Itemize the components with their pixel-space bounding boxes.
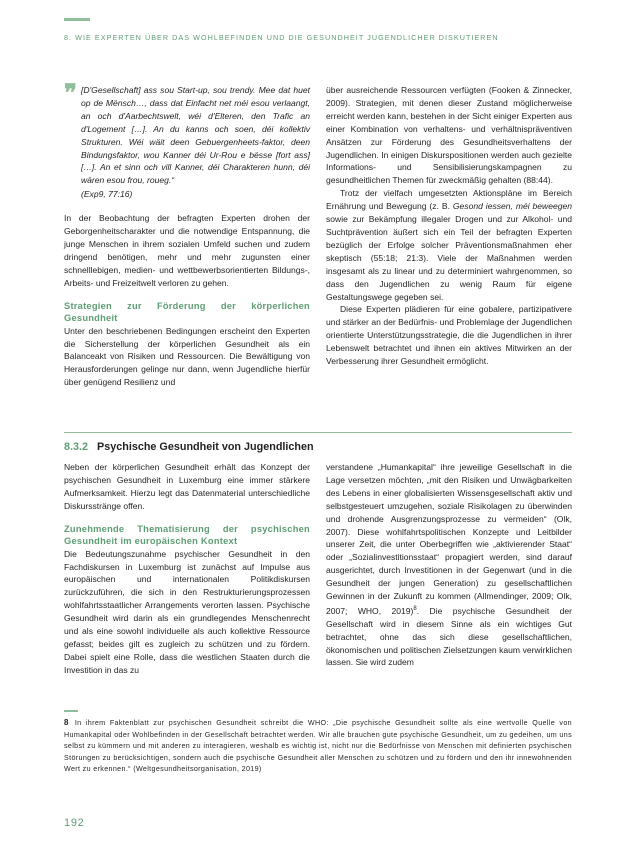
body-paragraph	[326, 461, 572, 669]
body-paragraph: Die Bedeutungszunahme psychischer Gesundheit in den Fachdiskursen in Luxemburg ist zunächst auf Impulse aus europäischen und internationalen Politikdiskursen zurückzuführen, die sich in den Restrukturierungsprozessen wohlfahrtsstaatlicher Arrangements verorten lassen. Psychische Gesundheit wird darin als ein grundlegendes Menschenrecht und als eine sowohl individuelle als auch kollektive Ressource gefasst; beides gilt es zugleich zu schützen und zu fördern. Dabei spielt eine Rolle, dass die westlichen Staaten durch die Investition in das zu	[64, 548, 310, 675]
paragraph-text: sowie zur Bekämpfung illegaler Drogen und zur Alkohol- und Suchtprävention äußert sich ein Teil der befragten Experten bezüglich der Erfolge solcher Präventionsmaßnahmen eher skeptisch (55:18; 21:3). Viele der Maßnahmen werden insgesamt als zu linear und zu determiniert wahrgenommen, so dass den Jugendlichen zu wenig Raum für eigene Gestaltungswege gegeben sei.	[326, 214, 572, 302]
right-column-bottom	[326, 461, 572, 669]
block-quote	[64, 81, 310, 201]
quote-text	[64, 81, 310, 187]
quote-reference: (Exp9, 77:16)	[81, 189, 133, 200]
right-column-top	[326, 84, 572, 368]
paragraph-text: Trotz der vielfach umgesetzten Aktionspläne im Bereich Ernährung und Bewegung (z. B.	[326, 188, 572, 212]
subheading-koerperliche-gesundheit: Strategien zur Förderung der körperlichen Gesundheit	[64, 300, 310, 324]
body-paragraph: Unter den beschriebenen Bedingungen erscheint den Experten die Sicherstellung der körperlichen Gesundheit als ein Balanceakt von Risiken und Ressourcen. Die Bewältigung von Herausforderungen gelinge nur dann, wenn Jugendliche hierfür über genügend Resilienz und	[64, 325, 310, 388]
subheading-psychische-gesundheit: Zunehmende Thematisierung der psychischen Gesundheit im europäischen Kontext	[64, 523, 310, 547]
section-heading	[64, 441, 572, 453]
section-divider	[64, 432, 572, 433]
footnote-number: 8	[64, 718, 69, 727]
quote-mark-icon: ❞	[64, 81, 77, 107]
paragraph-text: . Die psychische Gesundheit der Gesellschaft wird in diesem Sinne als ein wichtiges Gut betrachtet, ohne das sich diese gesellschaftlichen, ökonomischen und politischen Zielsetzungen kaum verwirklichen lassen. Sie wird zudem	[326, 605, 572, 668]
quote-body: [D'Gesellschaft] ass sou Start-up, sou trendy. Mee dat huet op de Mënsch…, dass dat Einfacht net méi esou verlaangt, an och d'Aarbechtswelt, wéi d'Elteren, den Trafic an d'Logement […]. An du kanns och soen, déi kollektiv Strukturen. Wéi wäit deen Gebuergenheets-faktor, deen Bindungsfaktor, wou Kanner déi Ur-Rou e bësse [fort ass] […]. An et sinn och vill Kanner, déi Charakteren hunn, déi wären esou frou, roueg.“	[81, 85, 310, 186]
header-accent-rule	[64, 18, 90, 21]
left-column-bottom	[64, 461, 310, 677]
left-column-top	[64, 81, 310, 389]
body-paragraph: über ausreichende Ressourcen verfügten (Fooken & Zinnecker, 2009). Strategien, mit denen dieser Zustand möglicherweise erreicht werden kann, bestehen in der Sicht einiger Experten aus einer Kombination von verhaltens- und verhältnispräventiven Ansätzen zur Förderung des Gesundheitsverhaltens der Jugendlichen. In einigen Diskurspositionen werden auch gezielte Informations- und Sensibilisierungskampagnen zu gesundheitlichen Themen für zweckmäßig gehalten (88:44).	[326, 85, 572, 186]
campaign-name: Gesond iessen, méi beweegen	[452, 201, 572, 212]
body-paragraph	[326, 187, 572, 303]
body-paragraph: In der Beobachtung der befragten Experten drohen der Geborgenheitscharakter und die notwendige Entspannung, die junge Menschen in ihrem sozialen Umfeld suchen und zudem dringend benötigen, mehr und mehr zugunsten einer schnelllebigen, medien- und wettbewerbsorientierten Bildungs-, Arbeits- und Freizeitwelt verloren zu gehen.	[64, 213, 310, 288]
footnote-text: In ihrem Faktenblatt zur psychischen Gesundheit schreibt die WHO: „Die psychische Gesundheit sollte als eine wertvolle Quelle von Humankapital oder Wohlbefinden in der Gesellschaft betrachtet werden. Wir alle brauchen gute psychische Gesundheit, um zu gedeihen, um uns selbst zu kümmern und mit anderen zu interagieren, weshalb es wichtig ist, nicht nur die Bedürfnisse von Menschen mit definierten psychischen Störungen zu berücksichtigen, sondern auch die psychische Gesundheit aller Menschen zu schützen und zu fördern und den ihr innewohnenden Wert zu erkennen.“ (Weltgesundheitsorganisation, 2019)	[64, 719, 572, 774]
page-number: 192	[64, 817, 85, 829]
body-paragraph: Neben der körperlichen Gesundheit erhält das Konzept der psychischen Gesundheit in Luxemburg eine immer stärkere Aufmerksamkeit. Hierzu legt das Datenmaterial unterschiedliche Diskursstränge offen.	[64, 462, 310, 511]
footnote-divider	[64, 710, 78, 712]
paragraph-text: verstandene „Humankapital“ ihre jeweilige Gesellschaft in die Lage versetzen möchten, „mit den Risiken und Unwägbarkeiten des Lebens in einer globalisierten Wissensgesellschaft aktiv und selbstgesteuert umzugehen, soziale Risikolagen zu überwinden und drohende Ausgrenzungsprozesse zu vermeiden“ (Olk, 2007). Diese wohlfahrtspolitischen Konzepte und Leitbilder unserer Zeit, die unter Oberbegriffen wie „aktivierender Staat“ oder „Sozialinvestitionsstaat“ propagiert werden, sind darauf ausgerichtet, durch Investitionen in der Gegenwart (und in die Gesundheit der jungen Generation) zu gesellschaftlichen Gewinnen in der Zukunft zu kommen (Allmendinger, 2009; Olk, 2007; WHO, 2019)	[326, 462, 572, 616]
section-number: 8.3.2	[64, 441, 89, 453]
running-head: 8. WIE EXPERTEN ÜBER DAS WOHLBEFINDEN UND DIE GESUNDHEIT JUGENDLICHER DISKUTIEREN	[64, 33, 499, 42]
footnote	[64, 717, 572, 776]
section-title: Psychische Gesundheit von Jugendlichen	[97, 441, 314, 453]
footnote-reference[interactable]: 8	[413, 605, 417, 612]
body-paragraph: Diese Experten plädieren für eine gobalere, partizipativere und stärker an der Bedürfnis- und Problemlage der Jugendlichen orientierte Unterstützungsstrategie, die die Jugendlichen in ihrer Lebenswelt betrachtet und ihnen ein aktives Mitwirken an der Verbesserung ihrer Gesundheit ermöglicht.	[326, 304, 572, 367]
